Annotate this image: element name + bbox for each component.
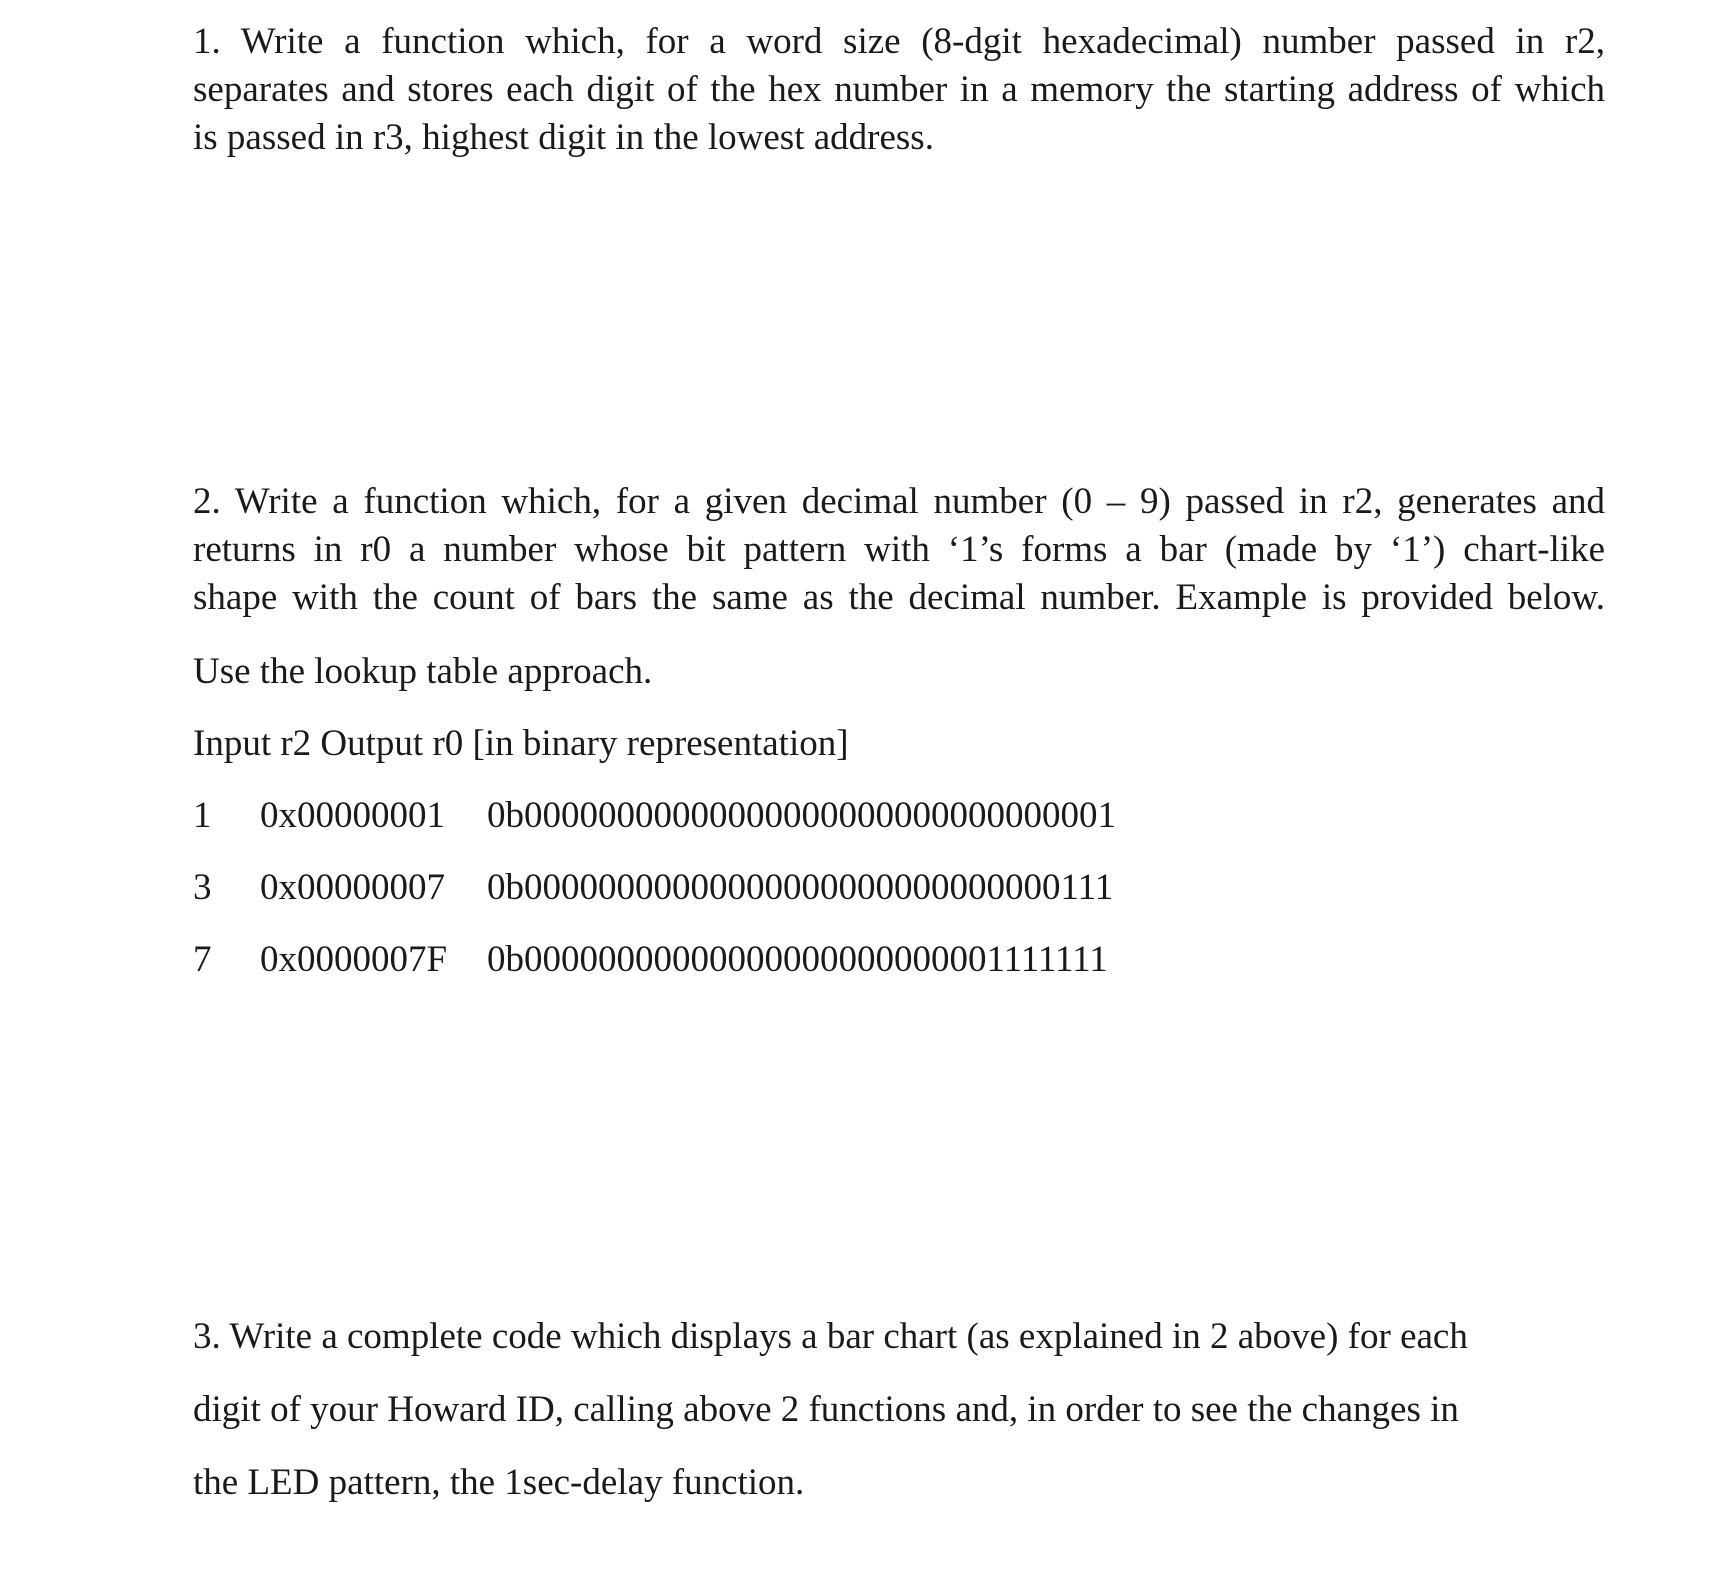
row-input-value: 1 — [193, 795, 212, 836]
row-input-value: 3 — [193, 867, 212, 908]
question-1-line: 1. Write a function which, for a word size (8-dgit hexadecimal) number passed in r2, — [193, 21, 1605, 62]
lookup-table-note: Use the lookup table approach. — [193, 651, 653, 692]
question-3 — [193, 1300, 1605, 1519]
question-3-line: 3. Write a complete code which displays a bar chart (as explained in 2 above) for each — [193, 1316, 1468, 1357]
row-binary-value: 0b00000000000000000000000001111111 — [487, 939, 1108, 980]
row-binary-value: 0b00000000000000000000000000000001 — [487, 795, 1116, 836]
row-input-value: 7 — [193, 939, 212, 980]
question-3-line: the LED pattern, the 1sec-delay function. — [193, 1462, 805, 1503]
question-1-text — [193, 18, 1605, 162]
question-2-line: returns in r0 a number whose bit pattern with ‘1’s forms a bar (made by ‘1’) chart-like — [193, 529, 1605, 570]
question-3-line: digit of your Howard ID, calling above 2 functions and, in order to see the changes in — [193, 1389, 1459, 1430]
question-2 — [193, 478, 1605, 622]
question-2-line: 2. Write a function which, for a given decimal number (0 – 9) passed in r2, generates and — [193, 481, 1605, 522]
question-2-line: shape with the count of bars the same as the decimal number. Example is provided below. — [193, 577, 1605, 618]
question-1-line: separates and stores each digit of the hex number in a memory the starting address of which — [193, 69, 1605, 110]
question-1 — [193, 18, 1605, 162]
row-binary-value: 0b00000000000000000000000000000111 — [487, 867, 1114, 908]
example-table-header: Input r2 Output r0 [in binary representation] — [193, 723, 849, 764]
question-1-line: is passed in r3, highest digit in the lowest address. — [193, 117, 934, 158]
row-hex-value: 0x00000007 — [260, 867, 445, 908]
question-2-text — [193, 478, 1605, 622]
row-hex-value: 0x0000007F — [260, 939, 448, 980]
question-3-text — [193, 1300, 1605, 1519]
row-hex-value: 0x00000001 — [260, 795, 445, 836]
